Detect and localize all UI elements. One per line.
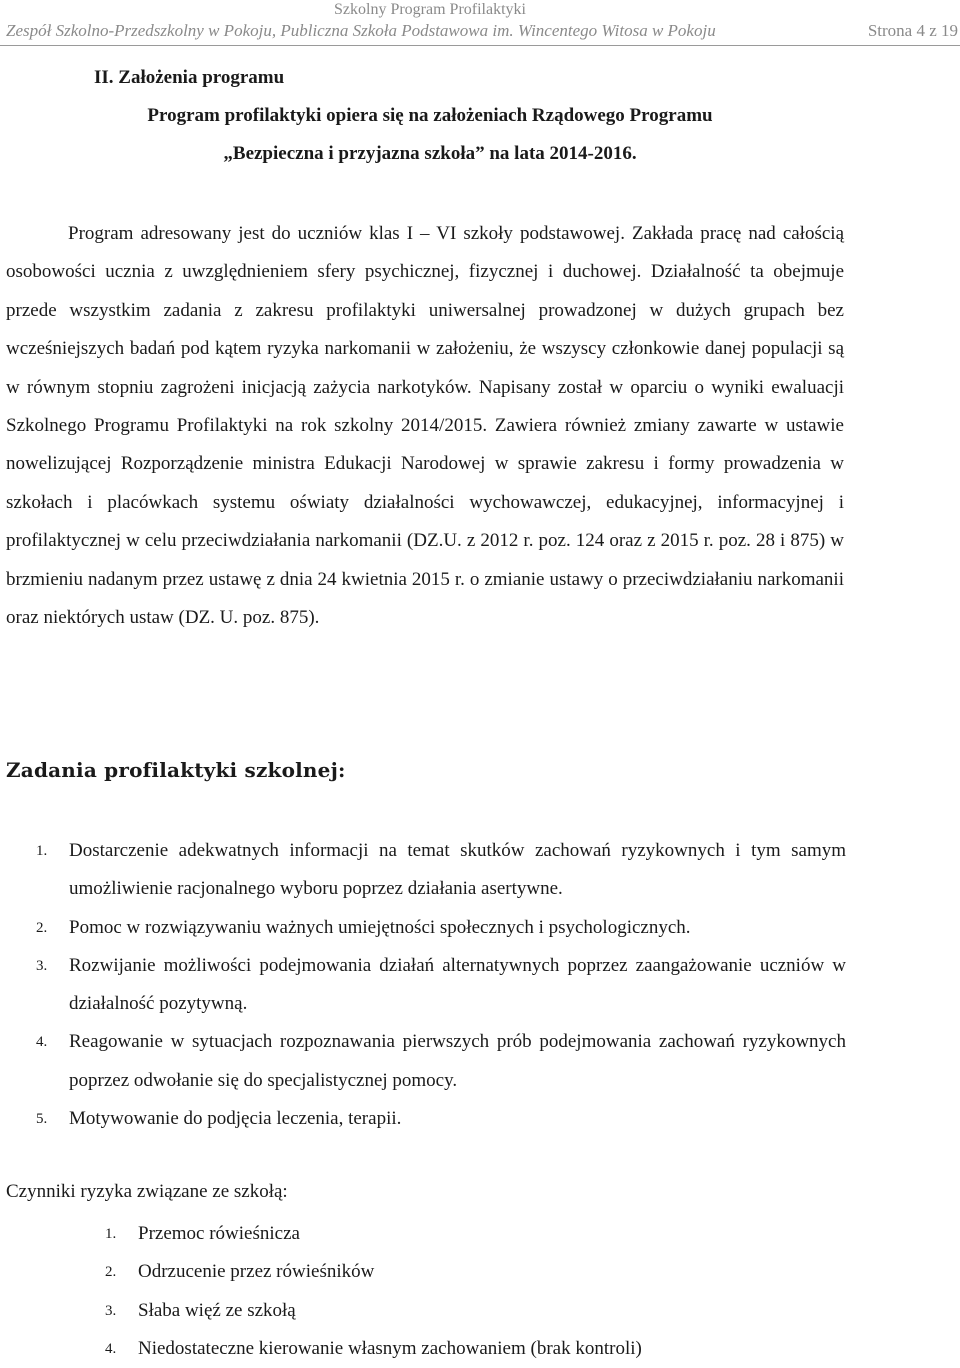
program-description-paragraph: Program adresowany jest do uczniów klas I – VI szkoły podstawowej. Zakłada pracę nad całością osobowości ucznia z uwzględnieniem sfery psychicznej, fizycznej i duchowej. Działalność ta obejmuje przede wszystkim zadania z zakresu profilaktyki uniwersalnej prowadzonej w dużych grupach bez wcześniejszych badań pod kątem ryzyka narkomanii w założeniu, że wszyscy członkowie danej populacji są w równym stopniu zagrożeni inicjacją zażycia narkotyków. Napisany został w oparciu o wyniki ewaluacji Szkolnego Programu Profilaktyki na rok szkolny 2014/2015. Zawiera również zmiany zawarte w ustawie nowelizującej Rozporządzenie ministra Edukacji Narodowej w sprawie zakresu i formy prowadzenia w szkołach i placówkach systemu oświaty działalności wychowawczej, edukacyjnej, informacyjnej i profilaktycznej w celu przeciwdziałania narkomanii (DZ.U. z 2012 r. poz. 124 oraz z 2015 r. poz. 28 i 875) w brzmieniu nadanym przez ustawę z dnia 24 kwietnia 2015 r. o zmianie ustawy o przeciwdziałaniu narkomanii oraz niektórych ustaw (DZ. U. poz. 875). bbox=[6, 223, 844, 629]
risk-factors-list bbox=[105, 1215, 642, 1368]
list-item bbox=[105, 1330, 642, 1368]
list-item-number: 4. bbox=[105, 1340, 117, 1357]
list-item-number: 1. bbox=[36, 843, 48, 859]
section-subheading-line2: „Bezpieczna i przyjazna szkoła” na lata 2014-2016. bbox=[223, 143, 637, 164]
list-item-text: Dostarczenie adekwatnych informacji na temat skutków zachowań ryzykownych i tym samym umożliwienie racjonalnego wyboru poprzez działania asertywne. bbox=[69, 840, 846, 900]
list-item-text: Rozwijanie możliwości podejmowania działań alternatywnych poprzez zaangażowanie uczniów w działalność pozytywną. bbox=[69, 954, 846, 1015]
page-header bbox=[0, 0, 960, 48]
list-item-number: 2. bbox=[36, 919, 48, 936]
header-title: Szkolny Program Profilaktyki bbox=[334, 1, 526, 18]
list-item-text: Reagowanie w sytuacjach rozpoznawania pierwszych prób podejmowania zachowań ryzykownych poprzez odwołanie się do specjalistycznej pomocy. bbox=[69, 1031, 846, 1091]
list-item-number: 4. bbox=[36, 1034, 48, 1051]
list-item bbox=[105, 1292, 642, 1330]
list-item bbox=[36, 947, 846, 1024]
list-item bbox=[36, 1023, 846, 1100]
list-item bbox=[105, 1215, 642, 1253]
list-item-number: 5. bbox=[36, 1111, 48, 1128]
risk-factors-heading: Czynniki ryzyka związane ze szkołą: bbox=[6, 1181, 288, 1202]
list-item-number: 3. bbox=[36, 957, 48, 974]
list-item bbox=[36, 832, 846, 909]
list-item-text: Pomoc w rozwiązywaniu ważnych umiejętności społecznych i psychologicznych. bbox=[69, 916, 691, 938]
list-item-text: Niedostateczne kierowanie własnym zachowaniem (brak kontroli) bbox=[138, 1337, 642, 1359]
list-item-number: 2. bbox=[105, 1264, 117, 1281]
list-item-text: Słaba więź ze szkołą bbox=[138, 1299, 296, 1321]
list-item-number: 3. bbox=[105, 1302, 117, 1319]
section-heading: II. Założenia programu bbox=[94, 67, 285, 88]
section-subheading-line1: Program profilaktyki opiera się na założeniach Rządowego Programu bbox=[147, 105, 713, 126]
header-school-name: Zespół Szkolno-Przedszkolny w Pokoju, Publiczna Szkoła Podstawowa im. Wincentego Witosa w Pokoju bbox=[6, 21, 716, 40]
tasks-heading: Zadania profilaktyki szkolnej: bbox=[6, 758, 346, 782]
list-item-number: 1. bbox=[105, 1226, 117, 1242]
list-item bbox=[105, 1253, 642, 1291]
header-divider bbox=[0, 45, 960, 46]
list-item-text: Przemoc rówieśnicza bbox=[138, 1223, 300, 1244]
header-page-number: Strona 4 z 19 bbox=[867, 21, 958, 40]
list-item bbox=[36, 1100, 846, 1138]
list-item bbox=[36, 909, 846, 947]
list-item-text: Odrzucenie przez rówieśników bbox=[138, 1261, 375, 1283]
list-item-text: Motywowanie do podjęcia leczenia, terapii. bbox=[69, 1108, 402, 1130]
tasks-list bbox=[36, 832, 846, 1138]
